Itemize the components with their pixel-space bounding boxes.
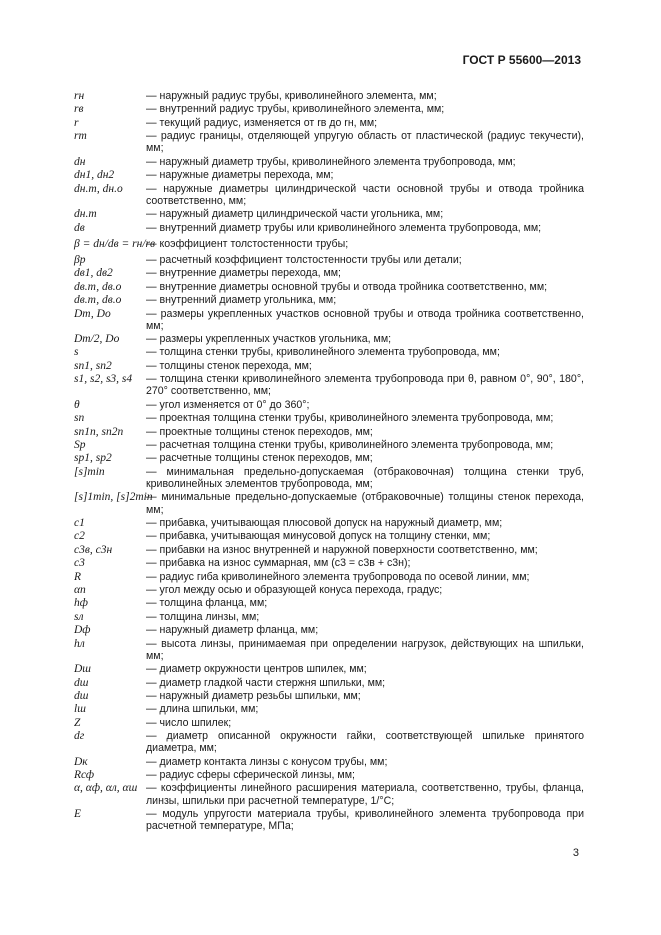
list-item bbox=[74, 808, 584, 832]
list-item bbox=[74, 222, 584, 234]
list-item bbox=[74, 517, 584, 529]
symbol: dг bbox=[74, 730, 85, 743]
list-item bbox=[74, 208, 584, 220]
symbol: R bbox=[74, 570, 82, 583]
description: — коэффициенты линейного расширения материала, соответственно, трубы, фланца, линзы, шпильки при расчетной температуре, 1/°С; bbox=[146, 782, 584, 807]
symbol: dв bbox=[74, 221, 85, 234]
symbol: rн bbox=[74, 90, 85, 102]
description: — диаметр гладкой части стержня шпильки, мм; bbox=[146, 676, 386, 689]
symbol: Dк bbox=[74, 755, 88, 768]
list-item bbox=[74, 638, 584, 662]
description: — толщина фланца, мм; bbox=[146, 597, 268, 610]
description: — расчетные толщины стенок переходов, мм; bbox=[146, 452, 373, 465]
symbol: dв1, dв2 bbox=[74, 267, 113, 280]
list-item bbox=[74, 571, 584, 583]
list-item bbox=[74, 333, 584, 345]
description: — внутренние диаметры перехода, мм; bbox=[146, 267, 342, 280]
description: — текущий радиус, изменяется от rв до rн, мм; bbox=[146, 116, 378, 129]
list-item bbox=[74, 466, 584, 490]
description: — радиус гиба криволинейного элемента трубопровода по осевой линии, мм; bbox=[146, 570, 530, 583]
symbol: dн1, dн2 bbox=[74, 169, 115, 182]
page-number: 3 bbox=[572, 847, 579, 859]
description: — длина шпильки, мм; bbox=[146, 703, 259, 716]
description: — расчетный коэффициент толстостенности трубы или детали; bbox=[146, 253, 462, 266]
symbol: Rсф bbox=[74, 769, 95, 782]
list-item bbox=[74, 117, 584, 129]
list-item bbox=[74, 544, 584, 556]
symbol: dн.т, dн.о bbox=[74, 182, 123, 195]
description: — размеры укрепленных участков угольника, мм; bbox=[146, 333, 392, 346]
description: — толщины стенок перехода, мм; bbox=[146, 359, 312, 372]
list-item bbox=[74, 624, 584, 636]
symbol-list bbox=[74, 90, 584, 834]
symbol: dш bbox=[74, 676, 89, 689]
description: — наружный диаметр цилиндрической части угольника, мм; bbox=[146, 208, 444, 221]
description: — диаметр окружности центров шпилек, мм; bbox=[146, 663, 367, 676]
list-item bbox=[74, 281, 584, 293]
symbol: sn bbox=[74, 412, 85, 425]
description: — угол между осью и образующей конуса перехода, градус; bbox=[146, 583, 443, 596]
symbol: s bbox=[74, 346, 79, 359]
list-item bbox=[74, 254, 584, 266]
list-item bbox=[74, 183, 584, 207]
list-item bbox=[74, 360, 584, 372]
description: — внутренний радиус трубы, криволинейного элемента, мм; bbox=[146, 103, 445, 116]
symbol: sр1, sр2 bbox=[74, 452, 112, 465]
list-item bbox=[74, 238, 584, 250]
list-item bbox=[74, 663, 584, 675]
symbol: sn1, sn2 bbox=[74, 359, 112, 372]
symbol: dн bbox=[74, 155, 86, 168]
list-item bbox=[74, 294, 584, 306]
list-item bbox=[74, 373, 584, 397]
list-item bbox=[74, 557, 584, 569]
list-item bbox=[74, 103, 584, 115]
symbol: s1, s2, s3, s4 bbox=[74, 373, 133, 386]
symbol: θ bbox=[74, 398, 80, 411]
description: — минимальные предельно-допускаемые (отбраковочные) толщины стенок перехода, мм; bbox=[146, 491, 584, 516]
description: — внутренний диаметр трубы или криволинейного элемента трубопровода, мм; bbox=[146, 221, 542, 234]
description: — угол изменяется от 0° до 360°; bbox=[146, 398, 310, 411]
symbol: αп bbox=[74, 583, 86, 596]
symbol: Dт, Dо bbox=[74, 307, 111, 320]
description: — расчетная толщина стенки трубы, криволинейного элемента трубопровода, мм; bbox=[146, 439, 554, 452]
description: — число шпилек; bbox=[146, 716, 232, 729]
list-item bbox=[74, 756, 584, 768]
description: — прибавки на износ внутренней и наружной поверхности соответственно, мм; bbox=[146, 543, 538, 556]
description: — толщина линзы, мм; bbox=[146, 610, 260, 623]
symbol: Dш bbox=[74, 663, 91, 676]
description: — проектные толщины стенок переходов, мм; bbox=[146, 425, 373, 438]
description: — наружный диаметр фланца, мм; bbox=[146, 624, 319, 637]
symbol: dш bbox=[74, 689, 89, 702]
symbol: c1 bbox=[74, 517, 85, 529]
description: — диаметр контакта линзы с конусом трубы, мм; bbox=[146, 755, 388, 768]
description: — наружный радиус трубы, криволинейного элемента, мм; bbox=[146, 90, 437, 102]
list-item bbox=[74, 584, 584, 596]
symbol: dв.т, dв.о bbox=[74, 280, 122, 293]
list-item bbox=[74, 439, 584, 451]
description: — толщина стенки криволинейного элемента трубопровода при θ, равном 0°, 90°, 180°, 270° соответственно, мм; bbox=[146, 373, 584, 398]
list-item bbox=[74, 690, 584, 702]
description: — проектная толщина стенки трубы, криволинейного элемента трубопровода, мм; bbox=[146, 412, 554, 425]
description: — модуль упругости материала трубы, криволинейного элемента трубопровода при расчетной температуре, МПа; bbox=[146, 808, 584, 833]
description: — прибавка, учитывающая минусовой допуск на толщину стенки, мм; bbox=[146, 530, 491, 543]
symbol: dн.т bbox=[74, 208, 97, 221]
symbol: E bbox=[74, 808, 82, 821]
list-item bbox=[74, 308, 584, 332]
list-item bbox=[74, 156, 584, 168]
symbol: Z bbox=[74, 716, 81, 729]
list-item bbox=[74, 169, 584, 181]
symbol: βр bbox=[74, 253, 86, 266]
list-item bbox=[74, 452, 584, 464]
description: — высота линзы, принимаемая при определении нагрузок, действующих на шпильки, мм; bbox=[146, 637, 584, 662]
description: — минимальная предельно-допускаемая (отбраковочная) толщина стенки труб, криволинейных элементов трубопровода, мм; bbox=[146, 465, 584, 491]
symbol: lш bbox=[74, 703, 86, 716]
description: — радиус сферы сферической линзы, мм; bbox=[146, 769, 355, 782]
list-item bbox=[74, 267, 584, 279]
symbol: r bbox=[74, 116, 79, 129]
description: — наружные диаметры перехода, мм; bbox=[146, 169, 334, 182]
description: — внутренние диаметры основной трубы и отвода тройника соответственно, мм; bbox=[146, 280, 548, 293]
document-code: ГОСТ Р 55600—2013 bbox=[462, 53, 581, 67]
list-item bbox=[74, 730, 584, 754]
list-item bbox=[74, 611, 584, 623]
list-item bbox=[74, 530, 584, 542]
symbol: α, αф, αл, αш bbox=[74, 782, 138, 795]
list-item bbox=[74, 769, 584, 781]
symbol: [s]1min, [s]2min bbox=[74, 491, 153, 504]
symbol: Sр bbox=[74, 439, 86, 452]
description: — размеры укрепленных участков основной трубы и отвода тройника соответственно, мм; bbox=[146, 307, 584, 332]
list-item bbox=[74, 597, 584, 609]
list-item bbox=[74, 491, 584, 515]
symbol: dв.т, dв.о bbox=[74, 294, 122, 307]
description: — коэффициент толстостенности трубы; bbox=[146, 237, 349, 250]
symbol: c2 bbox=[74, 530, 85, 543]
description: — прибавка, учитывающая плюсовой допуск на наружный диаметр, мм; bbox=[146, 517, 503, 529]
description: — наружный диаметр трубы, криволинейного элемента трубопровода, мм; bbox=[146, 155, 516, 168]
list-item bbox=[74, 703, 584, 715]
symbol: β = dн/dв = rн/rв bbox=[74, 237, 155, 250]
symbol: rв bbox=[74, 103, 84, 116]
list-item bbox=[74, 717, 584, 729]
list-item bbox=[74, 90, 584, 102]
symbol: c3в, c3н bbox=[74, 543, 113, 556]
description: — прибавка на износ суммарная, мм (c3 = c3в + c3н); bbox=[146, 557, 411, 570]
symbol: Dт/2, Dо bbox=[74, 333, 120, 346]
list-item bbox=[74, 399, 584, 411]
description: — внутренний диаметр угольника, мм; bbox=[146, 294, 337, 307]
description: — наружный диаметр резьбы шпильки, мм; bbox=[146, 689, 361, 702]
symbol: [s]min bbox=[74, 465, 105, 478]
description: — диаметр описанной окружности гайки, соответствующей шпильке принятого диаметра, мм; bbox=[146, 730, 584, 755]
symbol: Dф bbox=[74, 624, 91, 637]
list-item bbox=[74, 346, 584, 358]
description: — толщина стенки трубы, криволинейного элемента трубопровода, мм; bbox=[146, 346, 500, 359]
symbol: sл bbox=[74, 610, 84, 623]
symbol: rт bbox=[74, 130, 87, 143]
symbol: hл bbox=[74, 637, 85, 650]
list-item bbox=[74, 130, 584, 154]
list-item bbox=[74, 782, 584, 806]
description: — радиус границы, отделяющей упругую область от пластической (радиус текучести), мм; bbox=[146, 130, 584, 155]
list-item bbox=[74, 677, 584, 689]
symbol: c3 bbox=[74, 557, 85, 570]
list-item bbox=[74, 426, 584, 438]
symbol: sn1n, sn2n bbox=[74, 425, 124, 438]
symbol: hф bbox=[74, 597, 88, 610]
list-item bbox=[74, 412, 584, 424]
description: — наружные диаметры цилиндрической части основной трубы и отвода тройника соответственно, мм; bbox=[146, 182, 584, 207]
